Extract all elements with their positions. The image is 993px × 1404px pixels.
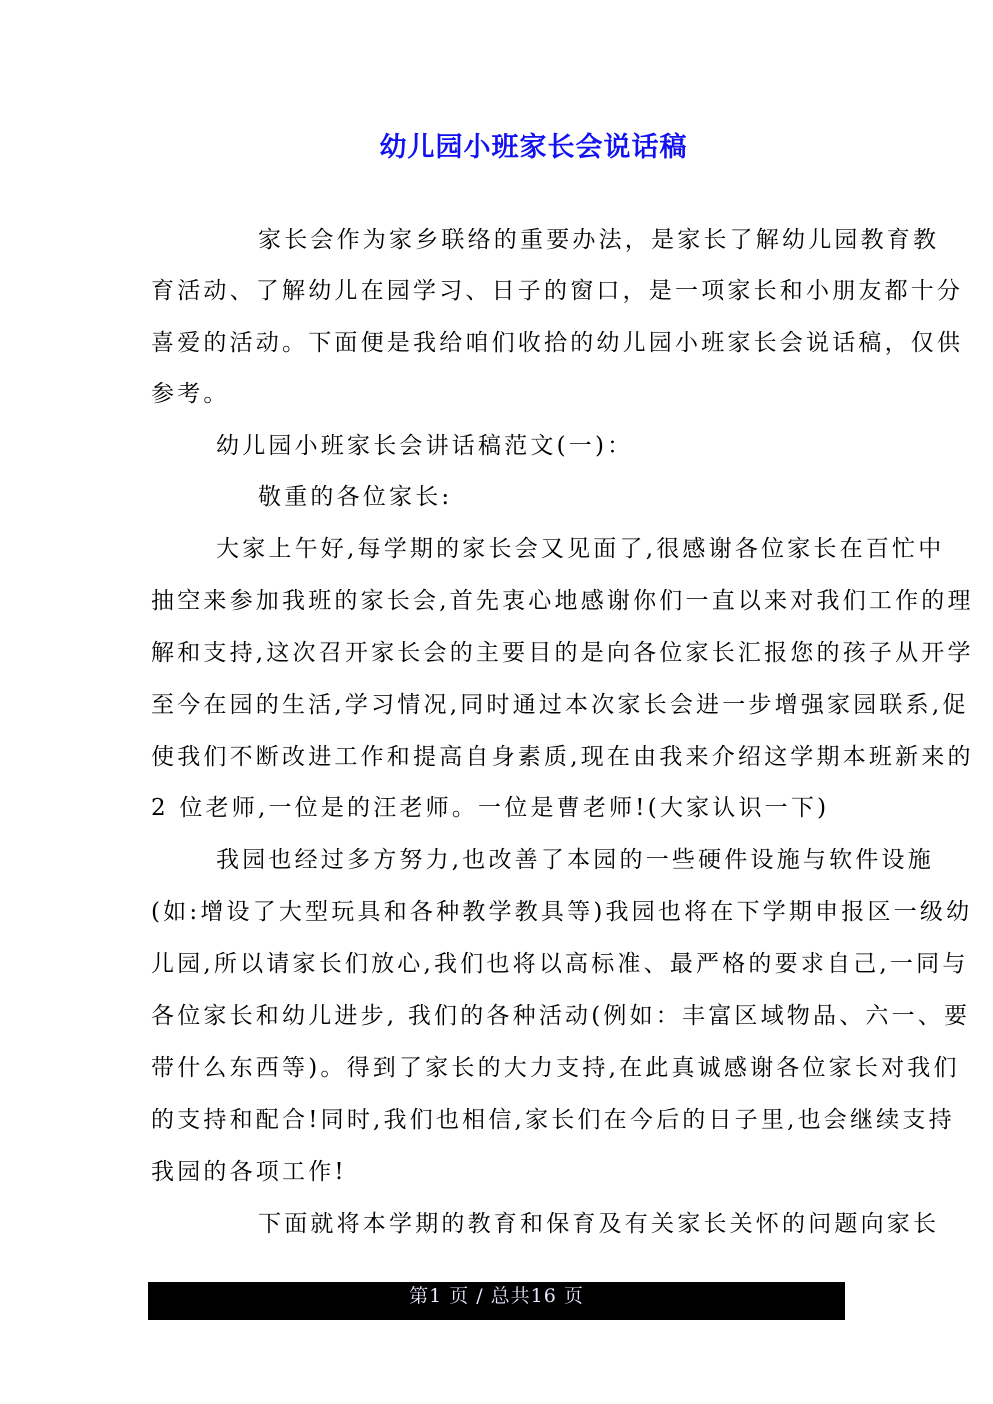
document-title: 幼儿园小班家长会说话稿 <box>379 132 688 163</box>
paragraph-line: 儿园,所以请家长们放心,我们也将以高标准、最严格的要求自己,一同与 <box>151 951 969 977</box>
paragraph-line: (如:增设了大型玩具和各种教学教具等)我园也将在下学期申报区一级幼 <box>151 899 973 925</box>
paragraph-line: 带什么东西等)。得到了家长的大力支持,在此真诚感谢各位家长对我们 <box>151 1055 960 1081</box>
paragraph-line: 我园也经过多方努力,也改善了本园的一些硬件设施与软件设施 <box>216 847 934 873</box>
paragraph-line: 喜爱的活动。下面便是我给咱们收拾的幼儿园小班家长会说话稿，仅供 <box>151 330 964 356</box>
paragraph-line: 抽空来参加我班的家长会,首先衷心地感谢你们一直以来对我们工作的理 <box>151 588 974 614</box>
paragraph-line: 参考。 <box>151 381 230 407</box>
paragraph-line: 的支持和配合!同时,我们也相信,家长们在今后的日子里,也会继续支持 <box>151 1107 955 1133</box>
page-footer-bar <box>148 1282 845 1320</box>
paragraph-line: 育活动、了解幼儿在园学习、日子的窗口，是一项家长和小朋友都十分 <box>151 278 964 304</box>
paragraph-line: 下面就将本学期的教育和保育及有关家长关怀的问题向家长 <box>258 1211 940 1237</box>
paragraph-line: 敬重的各位家长: <box>258 484 453 510</box>
page-indicator: 第1 页 / 总共16 页 <box>409 1285 584 1307</box>
paragraph-line: 至今在园的生活,学习情况,同时通过本次家长会进一步增强家园联系,促 <box>151 692 969 718</box>
paragraph-line: 2 位老师,一位是的汪老师。一位是曹老师!(大家认识一下) <box>151 795 830 821</box>
paragraph-line: 使我们不断改进工作和提高自身素质,现在由我来介绍这学期本班新来的 <box>151 744 974 770</box>
paragraph-line: 幼儿园小班家长会讲话稿范文(一)： <box>216 433 634 459</box>
paragraph-line: 家长会作为家乡联络的重要办法，是家长了解幼儿园教育教 <box>258 227 940 253</box>
paragraph-line: 大家上午好,每学期的家长会又见面了,很感谢各位家长在百忙中 <box>216 536 945 562</box>
paragraph-line: 解和支持,这次召开家长会的主要目的是向各位家长汇报您的孩子从开学 <box>151 640 974 666</box>
paragraph-line: 各位家长和幼儿进步, 我们的各种活动(例如：丰富区域物品、六一、要 <box>151 1003 971 1029</box>
paragraph-line: 我园的各项工作! <box>151 1159 347 1185</box>
